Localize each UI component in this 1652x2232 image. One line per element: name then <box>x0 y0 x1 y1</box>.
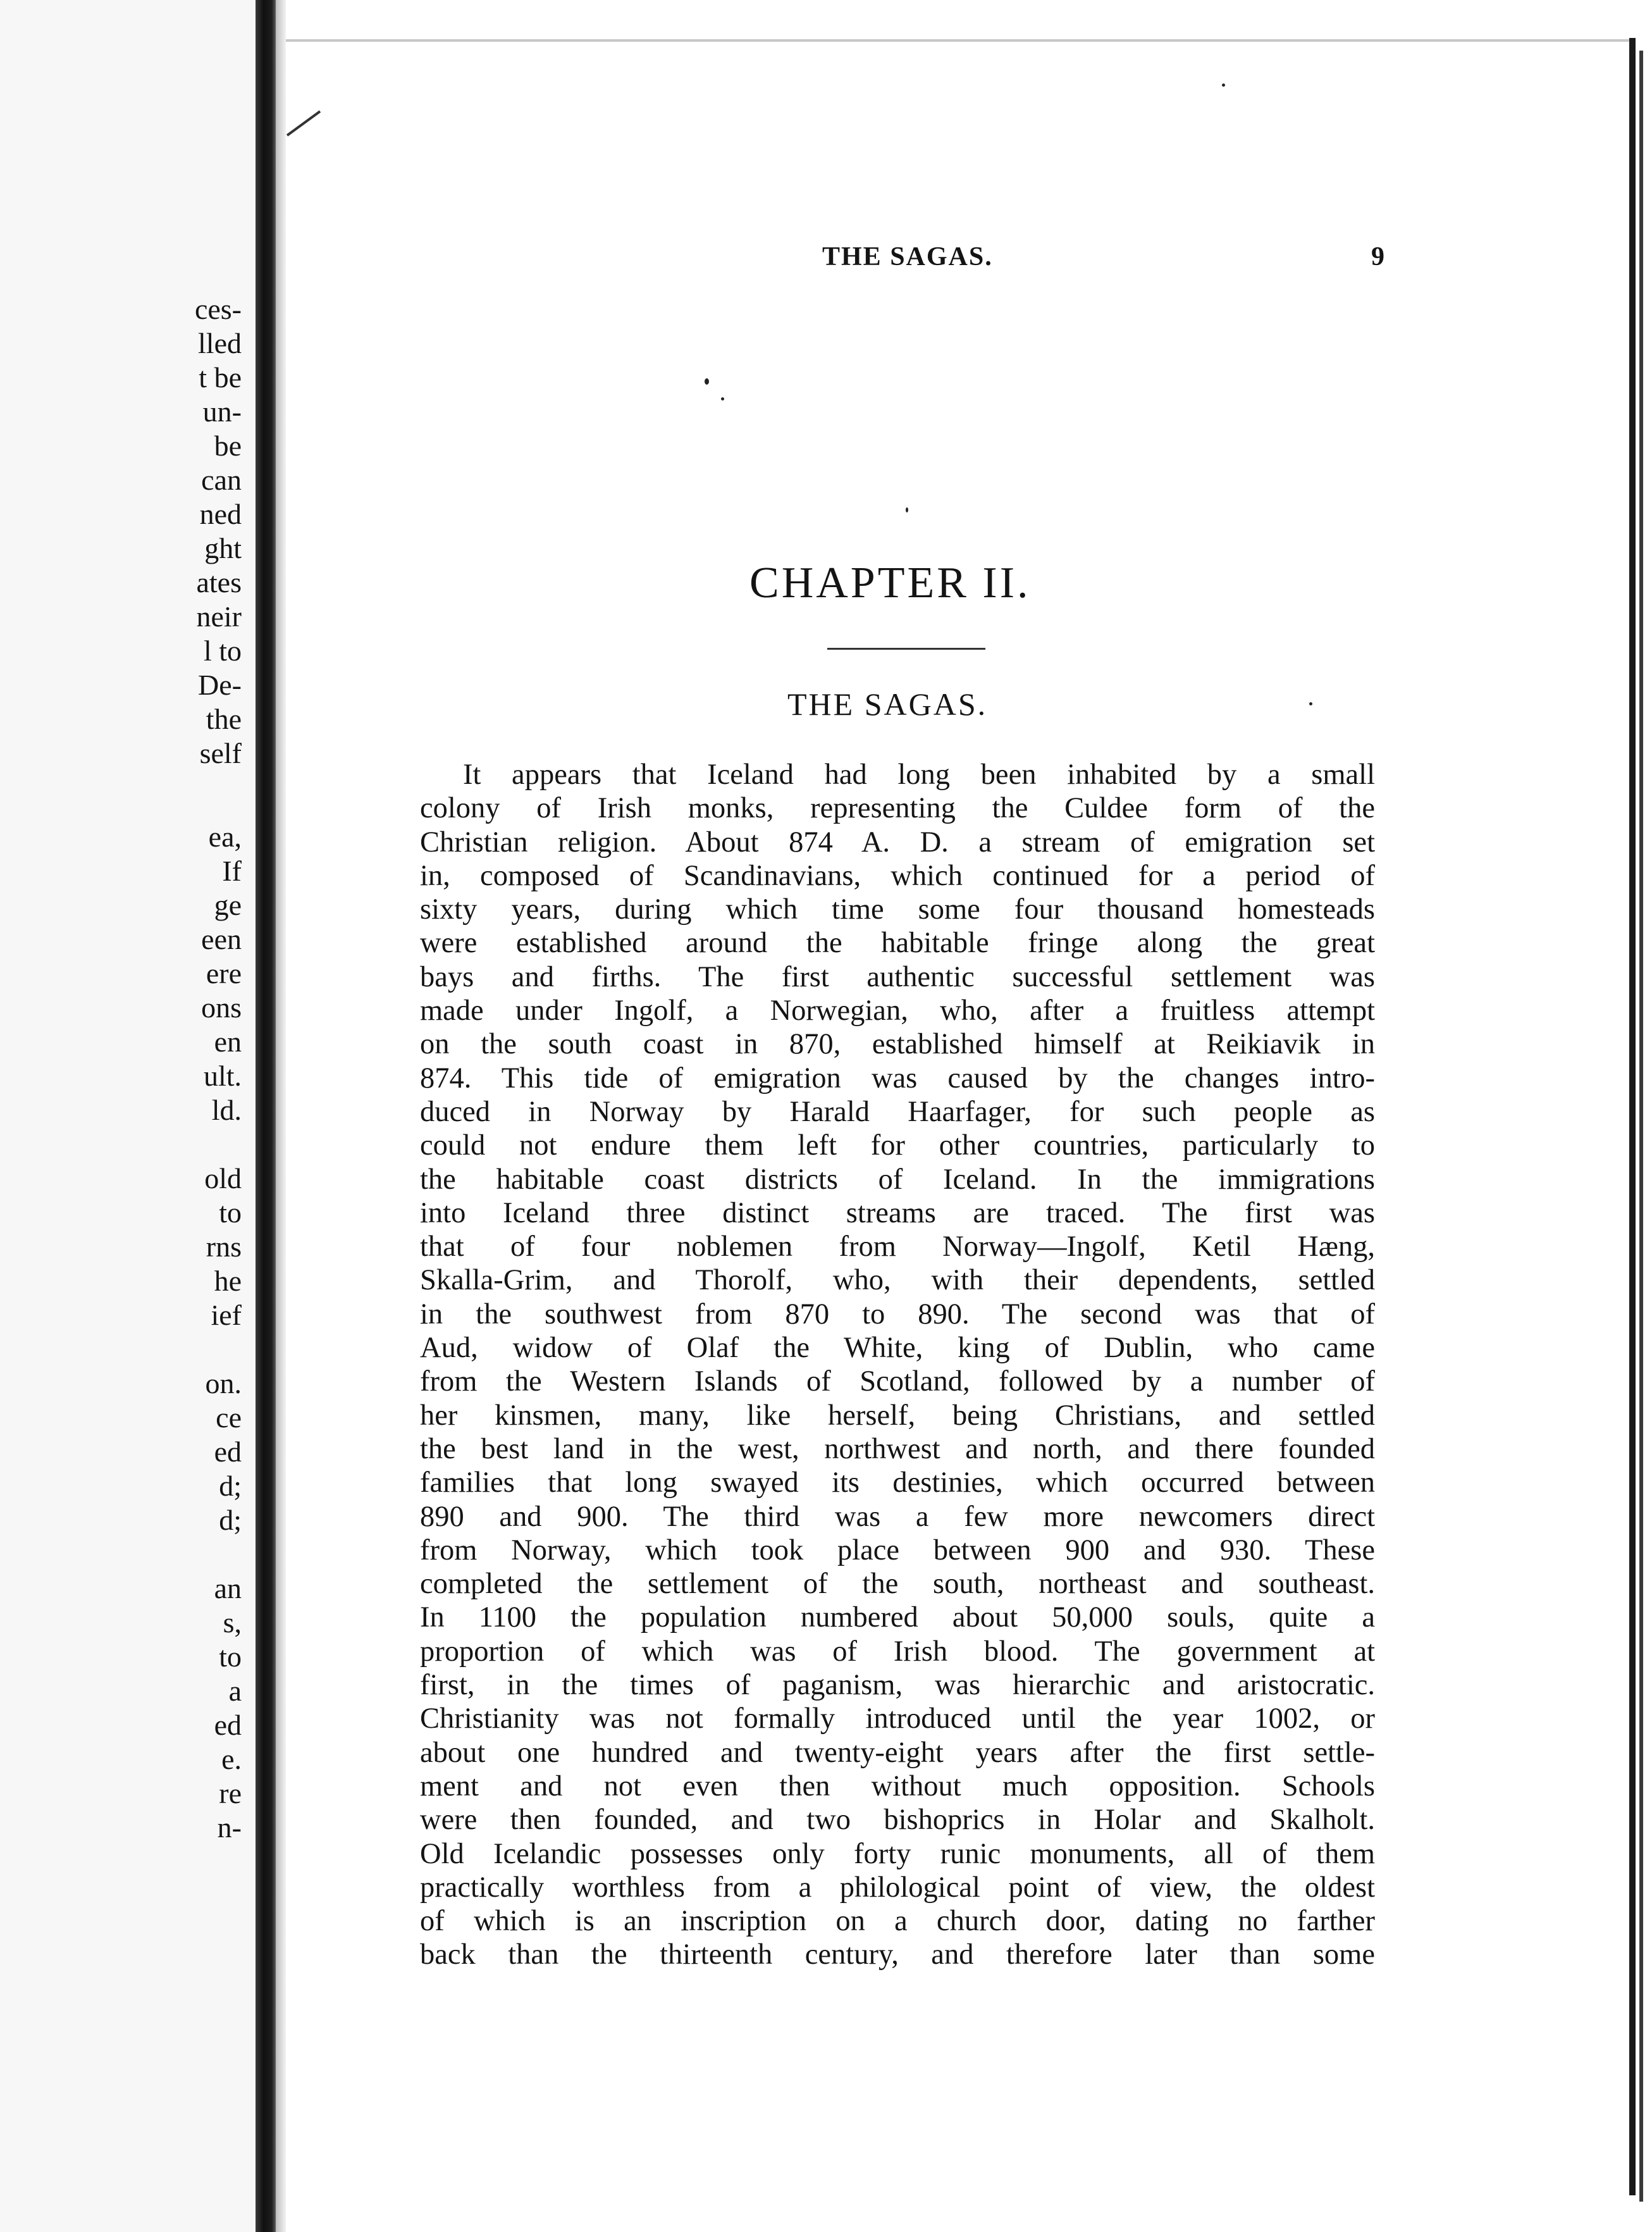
text-line: sixty years, during which time some four thousand homesteads <box>420 893 1375 926</box>
text-line: It appears that Iceland had long been inhabited by a small <box>463 759 1375 791</box>
facing-page-fragment: be <box>214 430 242 462</box>
facing-page-fragment: rns <box>206 1231 242 1263</box>
text-line: In 1100 the population numbered about 50,000 souls, quite a <box>420 1601 1375 1634</box>
text-line: Old Icelandic possesses only forty runic monuments, all of them <box>420 1837 1375 1870</box>
facing-page-fragment: lled <box>198 327 242 359</box>
page-top-edge <box>286 39 1629 42</box>
text-line: in the southwest from 870 to 890. The second was that of <box>420 1298 1375 1330</box>
facing-page-fragment: ge <box>214 889 242 921</box>
facing-page-fragment: the <box>206 703 242 735</box>
print-speck <box>721 397 724 400</box>
print-speck <box>705 378 709 385</box>
facing-page-fragment: ates <box>196 566 242 598</box>
text-line: colony of Irish monks, representing the Culdee form of the <box>420 792 1375 825</box>
facing-page-fragment: De- <box>198 669 242 701</box>
book-gutter <box>256 0 276 2232</box>
text-line: the best land in the west, northwest and north, and there founded <box>420 1432 1375 1465</box>
text-line: Skalla-Grim, and Thorolf, who, with their dependents, settled <box>420 1264 1375 1297</box>
text-line: could not endure them left for other countries, particularly to <box>420 1129 1375 1162</box>
title-rule <box>827 648 985 650</box>
text-line: in, composed of Scandinavians, which continued for a period of <box>420 859 1375 892</box>
facing-page-fragment: old <box>204 1162 242 1194</box>
text-line: from Norway, which took place between 900 and 930. These <box>420 1534 1375 1566</box>
running-head: THE SAGAS. <box>822 242 993 271</box>
text-line: proportion of which was of Irish blood. The government at <box>420 1635 1375 1668</box>
page-right-edge <box>1629 38 1636 2195</box>
body-text <box>420 758 1375 1972</box>
facing-page-fragment: an <box>214 1572 242 1604</box>
text-line: practically worthless from a philological point of view, the oldest <box>420 1871 1375 1904</box>
facing-page-fragment: to <box>219 1196 242 1229</box>
print-speck <box>1222 84 1225 87</box>
text-line: the habitable coast districts of Iceland. In the immigrations <box>420 1163 1375 1196</box>
text-line: 874. This tide of emigration was caused by the changes intro- <box>420 1062 1375 1094</box>
facing-page-fragment: self <box>199 737 242 769</box>
facing-page-fragment: ld. <box>211 1094 242 1126</box>
text-line: made under Ingolf, a Norwegian, who, after a fruitless attempt <box>420 995 1375 1027</box>
page-right-edge-shadow <box>1639 51 1643 2202</box>
text-line: ment and not even then without much opposition. Schools <box>420 1770 1375 1802</box>
facing-page-fragment: n- <box>217 1811 242 1844</box>
pen-mark-icon <box>285 108 323 139</box>
text-line: Christian religion. About 874 A. D. a stream of emigration set <box>420 826 1375 859</box>
facing-page-fragment: ea, <box>208 821 242 853</box>
page-number: 9 <box>1371 242 1384 271</box>
facing-page-fragment: to <box>219 1640 242 1673</box>
facing-page-fragment: If <box>222 855 242 887</box>
facing-page-fragment: ed <box>214 1435 242 1468</box>
text-line: 890 and 900. The third was a few more newcomers direct <box>420 1500 1375 1533</box>
gutter-shadow <box>276 0 286 2232</box>
text-line: completed the settlement of the south, northeast and southeast. <box>420 1568 1375 1601</box>
facing-page-fragment: d; <box>219 1470 242 1502</box>
facing-page-fragment: d; <box>219 1504 242 1536</box>
text-line: were then founded, and two bishoprics in Holar and Skalholt. <box>420 1804 1375 1837</box>
facing-page-fragment: ned <box>199 498 242 530</box>
text-line: bays and firths. The first authentic successful settlement was <box>420 960 1375 993</box>
section-title: THE SAGAS. <box>787 686 988 722</box>
text-line: were established around the habitable fringe along the great <box>420 927 1375 960</box>
text-line: that of four noblemen from Norway—Ingolf, Ketil Hæng, <box>420 1231 1375 1263</box>
text-line: first, in the times of paganism, was hierarchic and aristocratic. <box>420 1669 1375 1702</box>
text-line: of which is an inscription on a church door, dating no farther <box>420 1905 1375 1938</box>
facing-page-fragment: ces- <box>194 293 242 325</box>
facing-page <box>0 0 256 2232</box>
facing-page-fragment: on. <box>205 1367 242 1399</box>
text-line: families that long swayed its destinies, which occurred between <box>420 1466 1375 1499</box>
facing-page-fragment: a <box>228 1675 242 1707</box>
facing-page-fragment: ief <box>211 1299 242 1331</box>
text-line: her kinsmen, many, like herself, being Christians, and settled <box>420 1399 1375 1432</box>
facing-page-fragment: un- <box>202 395 242 428</box>
facing-page-fragment: re <box>219 1777 242 1809</box>
text-line: on the south coast in 870, established himself at Reikiavik in <box>420 1028 1375 1061</box>
facing-page-fragment: ed <box>214 1709 242 1741</box>
text-line: about one hundred and twenty-eight years after the first settle- <box>420 1736 1375 1769</box>
facing-page-fragment: neir <box>196 600 242 633</box>
print-speck <box>906 507 908 512</box>
facing-page-fragment: en <box>214 1026 242 1058</box>
facing-page-fragment: can <box>201 464 242 496</box>
print-speck <box>1309 702 1312 705</box>
facing-page-fragment: t be <box>199 361 242 394</box>
facing-page-fragment: s, <box>223 1606 242 1639</box>
text-line: into Iceland three distinct streams are traced. The first was <box>420 1196 1375 1229</box>
text-line: back than the thirteenth century, and therefore later than some <box>420 1938 1375 1971</box>
facing-page-fragment: l to <box>203 635 242 667</box>
text-line: from the Western Islands of Scotland, followed by a number of <box>420 1365 1375 1398</box>
text-line: duced in Norway by Harald Haarfager, for such people as <box>420 1095 1375 1128</box>
text-line: Christianity was not formally introduced until the year 1002, or <box>420 1702 1375 1735</box>
facing-page-fragment: ght <box>204 532 242 564</box>
facing-page-fragment: een <box>201 923 242 955</box>
facing-page-fragment: ult. <box>203 1060 242 1092</box>
facing-page-fragment: ce <box>216 1401 242 1434</box>
facing-page-fragment: e. <box>221 1743 242 1775</box>
facing-page-fragment: ere <box>206 957 242 989</box>
facing-page-fragment: he <box>214 1265 242 1297</box>
facing-page-fragment: ons <box>201 991 242 1024</box>
text-line: Aud, widow of Olaf the White, king of Dublin, who came <box>420 1332 1375 1365</box>
chapter-title: CHAPTER II. <box>749 559 1031 607</box>
